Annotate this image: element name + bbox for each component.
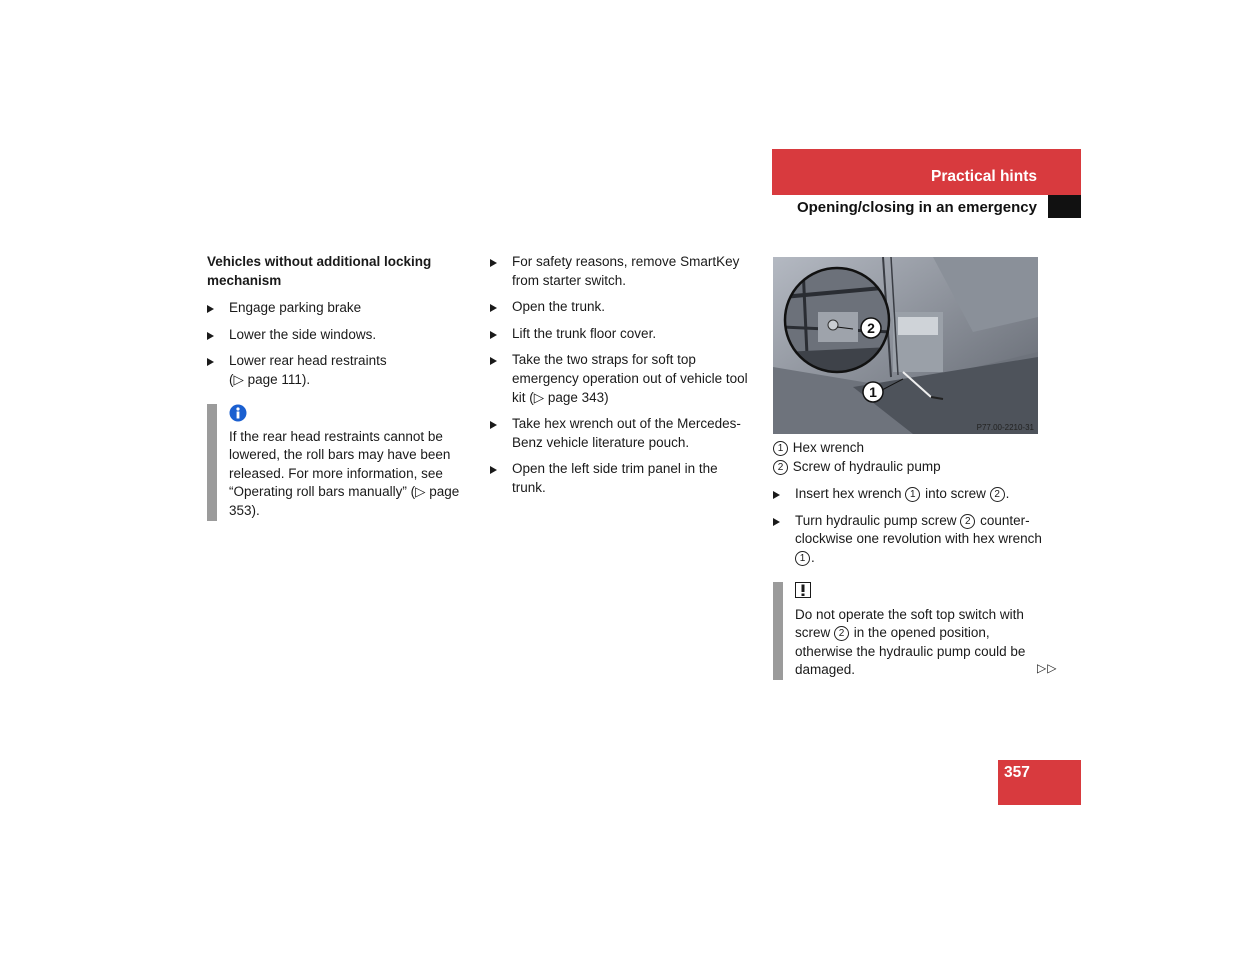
- step-item: [490, 298, 748, 317]
- warning-note: [773, 582, 1043, 680]
- step-text: Lower the side windows.: [229, 326, 377, 342]
- step-text: For safety reasons, remove SmartKey from starter switch.: [512, 254, 740, 288]
- section-title: Practical hints: [931, 168, 1037, 185]
- figure-legend: [773, 439, 1053, 476]
- note-bar: [773, 582, 783, 680]
- step-text: Engage parking brake: [229, 300, 362, 316]
- step-item: [490, 415, 748, 452]
- bullet-triangle-icon: [207, 358, 214, 366]
- column-right: [773, 257, 1053, 680]
- info-note-text: If the rear head restraints cannot be lowered, the roll bars may have been released. For more information, see “Operating roll bars manually” (▷ page 353).: [229, 428, 460, 518]
- legend-label: Screw of hydraulic pump: [792, 458, 941, 474]
- step-text: Open the trunk.: [512, 299, 606, 315]
- legend-item: [773, 458, 1053, 477]
- step-item: Insert hex wrench 1 into screw 2 .: [773, 485, 1053, 504]
- bullet-triangle-icon: [490, 259, 497, 267]
- info-icon: [229, 404, 465, 426]
- warning-icon: [795, 582, 1043, 604]
- step-text: Open the left side trim panel in the trunk.: [512, 461, 718, 495]
- bullet-triangle-icon: [207, 332, 214, 340]
- callout-number: 1: [773, 441, 788, 456]
- legend-item: [773, 439, 1053, 458]
- step-item: [207, 352, 465, 389]
- figure-code: P77.00-2210-31: [976, 423, 1034, 432]
- step-item: [490, 351, 748, 407]
- header-tab-marker: [1048, 195, 1081, 218]
- column-left: [207, 253, 465, 521]
- column-middle: [490, 253, 748, 506]
- svg-text:1: 1: [869, 384, 877, 400]
- page-number: 357: [1004, 764, 1030, 781]
- callout-number: 2: [960, 514, 975, 529]
- note-bar: [207, 404, 217, 521]
- subsection-title: Opening/closing in an emergency: [796, 199, 1037, 216]
- bullet-triangle-icon: [207, 305, 214, 313]
- step-item: [490, 325, 748, 344]
- step-item: [207, 299, 465, 318]
- callout-number: 2: [773, 460, 788, 475]
- bullet-triangle-icon: [490, 357, 497, 365]
- bullet-triangle-icon: [490, 331, 497, 339]
- callout-number: 1: [795, 551, 810, 566]
- step-text: Take hex wrench out of the Mercedes-Benz vehicle literature pouch.: [512, 416, 741, 450]
- step-item: Turn hydraulic pump screw 2 counter-clockwise one revolution with hex wrench 1 .: [773, 512, 1053, 568]
- warning-note-text: Do not operate the soft top switch with screw 2 in the opened position, otherwise the hydraulic pump could be damaged.: [795, 606, 1026, 678]
- step-item: [490, 460, 748, 497]
- step-item: [207, 326, 465, 345]
- step-item: [490, 253, 748, 290]
- step-text: Take the two straps for soft top emergency operation out of vehicle tool kit (▷ page 343): [512, 352, 748, 405]
- legend-label: Hex wrench: [792, 440, 865, 455]
- bullet-triangle-icon: [490, 466, 497, 474]
- bullet-triangle-icon: [773, 518, 780, 526]
- hydraulic-pump-photo: [773, 257, 1038, 434]
- callout-number: 2: [990, 487, 1005, 502]
- section-heading: Vehicles without additional locking mechanism: [207, 254, 432, 288]
- info-note: [207, 404, 465, 521]
- step-text: Lower rear head restraints: [229, 353, 387, 369]
- svg-text:2: 2: [867, 320, 875, 336]
- continued-arrow-icon: ▷▷: [1037, 661, 1058, 675]
- callout-number: 1: [905, 487, 920, 502]
- callout-number: 2: [834, 626, 849, 641]
- step-text: Lift the trunk floor cover.: [512, 325, 657, 341]
- page-reference: (▷ page 111).: [229, 371, 311, 387]
- bullet-triangle-icon: [490, 421, 497, 429]
- bullet-triangle-icon: [490, 304, 497, 312]
- bullet-triangle-icon: [773, 491, 780, 499]
